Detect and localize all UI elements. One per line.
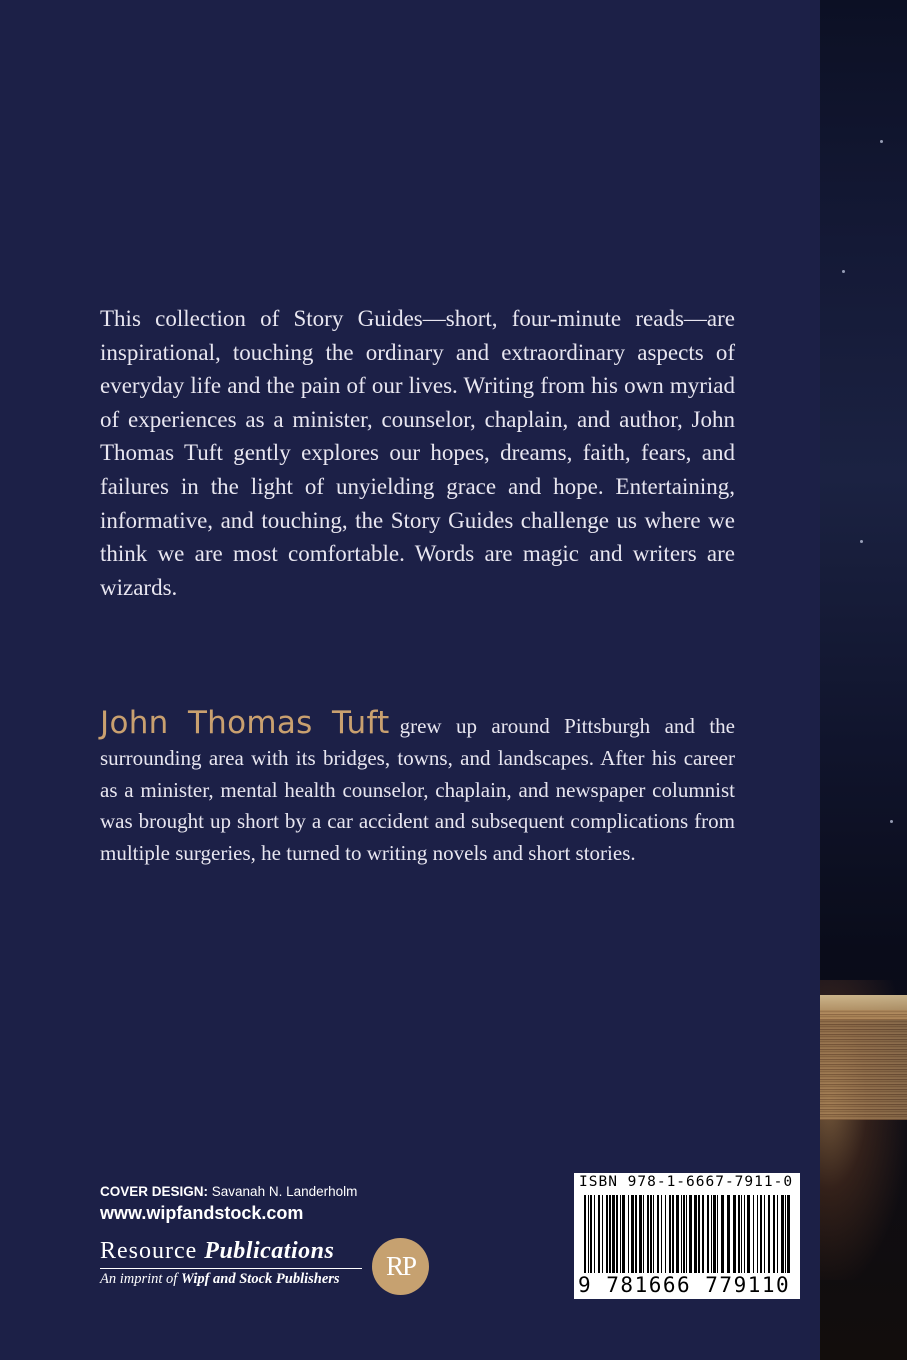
barcode-bar — [594, 1195, 595, 1273]
barcode-bar — [683, 1195, 685, 1273]
barcode-bar — [711, 1195, 712, 1273]
barcode-bar — [622, 1195, 625, 1273]
barcode-bar — [689, 1195, 692, 1273]
barcode-bar — [584, 1195, 586, 1273]
barcode-bar — [643, 1195, 644, 1273]
barcode-bar — [657, 1195, 659, 1273]
barcode-bar — [741, 1195, 742, 1273]
barcode-bar — [639, 1195, 642, 1273]
barcode-bar — [707, 1195, 709, 1273]
barcode-bar — [653, 1195, 654, 1273]
barcode-bar — [787, 1195, 790, 1273]
publisher-divider — [100, 1268, 362, 1269]
imprint-line — [100, 1271, 340, 1288]
barcode-bar — [694, 1195, 697, 1273]
barcode-bar — [744, 1195, 745, 1273]
publisher-logo-icon: RP — [372, 1238, 429, 1295]
barcode-bar — [785, 1195, 786, 1273]
barcode-bar — [650, 1195, 652, 1273]
barcode-bar — [590, 1195, 592, 1273]
barcode-bar — [757, 1195, 758, 1273]
barcode-bar — [681, 1195, 682, 1273]
barcode-bar — [753, 1195, 754, 1273]
barcode-bar — [669, 1195, 671, 1273]
barcode-bar — [698, 1195, 700, 1273]
barcode-bar — [672, 1195, 674, 1273]
barcode-bar — [588, 1195, 589, 1273]
barcode-bar — [620, 1195, 621, 1273]
barcode-digits: 9 781666 779110 — [578, 1273, 791, 1297]
imprint-prefix: An imprint of — [100, 1271, 178, 1287]
author-bio-text: grew up around Pittsburgh and the surrounding area with its bridges, towns, and landscapes. After his career as a minister, mental health counselor, chaplain, and newspaper columnist was brought up short by a car accident and subsequent complications from multiple surgeries, he turned to writing novels and short stories. — [100, 714, 735, 866]
author-bio — [100, 705, 735, 870]
cover-designer: Savanah N. Landerholm — [211, 1184, 358, 1199]
cover-design-label: COVER DESIGN: — [100, 1184, 209, 1199]
barcode-bar — [747, 1195, 750, 1273]
imprint-name: Wipf and Stock Publishers — [180, 1271, 340, 1287]
barcode-bar — [702, 1195, 704, 1273]
barcode-bar — [647, 1195, 649, 1273]
barcode-bar — [612, 1195, 615, 1273]
book-description: This collection of Story Guides—short, four-minute reads—are inspirational, touching the ordinary and extraordinary aspects of everyday life and the pain of our lives. Writing from his own myriad of experiences as a minister, counselor, chaplain, and author, John Thomas Tuft gently explores our hopes, dreams, faith, fears, and failures in the light of unyielding grace and hope. Entertaining, informative, and touching, the Story Guides challenge us where we think we are most comfortable. Words are magic and writers are wizards. — [100, 306, 735, 600]
publisher-name — [100, 1238, 334, 1265]
barcode-bar — [773, 1195, 775, 1273]
barcode-bar — [606, 1195, 608, 1273]
barcode-bar — [768, 1195, 770, 1273]
barcode-bar — [661, 1195, 662, 1273]
book-pages-image — [820, 1010, 907, 1120]
barcode-bar — [665, 1195, 666, 1273]
barcode-bar — [602, 1195, 603, 1273]
barcode-bar — [686, 1195, 687, 1273]
barcode-bar — [676, 1195, 679, 1273]
barcode-bar — [781, 1195, 784, 1273]
isbn-label: ISBN 978-1-6667-7911-0 — [579, 1174, 794, 1190]
barcode-bar — [760, 1195, 762, 1273]
barcode-bar — [609, 1195, 611, 1273]
author-name: John Thomas Tuft — [100, 705, 390, 741]
spine-image — [820, 0, 907, 1360]
barcode-bar — [721, 1195, 724, 1273]
barcode-bar — [598, 1195, 600, 1273]
barcode-bar — [764, 1195, 765, 1273]
barcode-bar — [717, 1195, 718, 1273]
barcode-bar — [727, 1195, 730, 1273]
publisher-name-part1: Resource — [100, 1238, 198, 1264]
barcode-bars — [584, 1195, 790, 1273]
barcode-bar — [631, 1195, 634, 1273]
cover-design-credit — [100, 1184, 357, 1199]
barcode-bar — [635, 1195, 637, 1273]
barcode-bar — [616, 1195, 618, 1273]
barcode-bar — [628, 1195, 629, 1273]
barcode-bar — [733, 1195, 736, 1273]
isbn-barcode — [574, 1173, 800, 1299]
barcode-bar — [713, 1195, 716, 1273]
barcode-bar — [738, 1195, 740, 1273]
barcode-bar — [777, 1195, 778, 1273]
publisher-name-part2: Publications — [204, 1238, 335, 1264]
publisher-website: www.wipfandstock.com — [100, 1203, 304, 1223]
